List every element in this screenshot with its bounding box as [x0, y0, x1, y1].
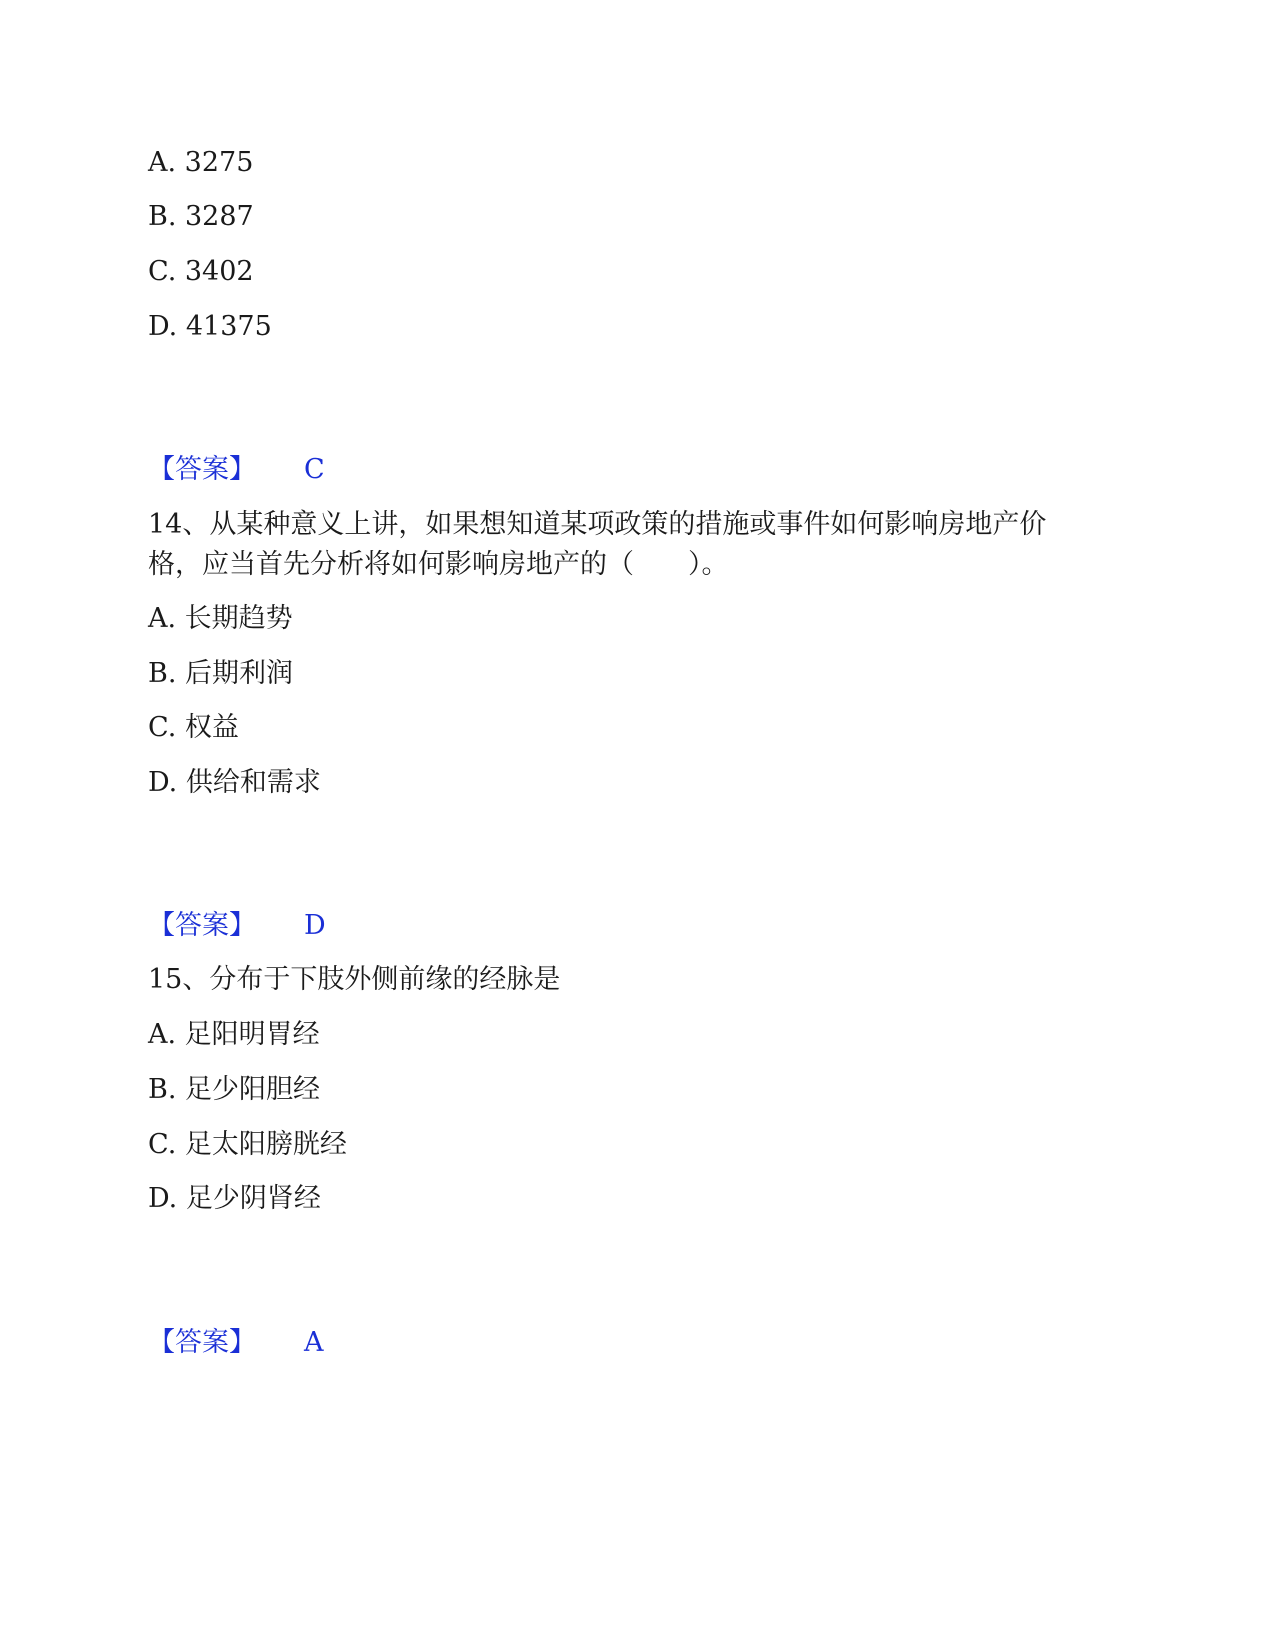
q14-option-c: C. 权益	[148, 712, 239, 743]
answer-value: A	[304, 1327, 324, 1358]
q15-option-d: D. 足少阴肾经	[148, 1183, 321, 1214]
answer-label: 【答案】	[148, 1327, 256, 1358]
answer-value: D	[304, 910, 326, 941]
q15-option-a: A. 足阳明胃经	[148, 1019, 320, 1050]
answer-label: 【答案】	[148, 910, 256, 941]
q14-stem-line-1: 14、从某种意义上讲，如果想知道某项政策的措施或事件如何影响房地产价	[148, 509, 1047, 540]
q14-option-d: D. 供给和需求	[148, 767, 321, 798]
q14-stem	[148, 505, 1108, 585]
q15-option-b: B. 足少阳胆经	[148, 1074, 321, 1105]
q13-option-a: A. 3275	[148, 147, 254, 178]
answer-label: 【答案】	[148, 454, 256, 485]
q15-option-c: C. 足太阳膀胱经	[148, 1129, 347, 1160]
q13-option-b: B. 3287	[148, 201, 254, 232]
q14-option-a: A. 长期趋势	[148, 603, 293, 634]
q14-option-b: B. 后期利润	[148, 658, 294, 689]
answer-value: C	[304, 454, 325, 485]
q15-stem: 15、分布于下肢外侧前缘的经脉是	[148, 964, 561, 995]
q13-answer	[148, 453, 325, 487]
q13-option-c: C. 3402	[148, 256, 254, 287]
q14-answer	[148, 909, 326, 943]
q15-answer	[148, 1326, 324, 1360]
q14-stem-line-2: 格，应当首先分析将如何影响房地产的（ ）。	[148, 549, 729, 580]
q13-option-d: D. 41375	[148, 311, 272, 342]
